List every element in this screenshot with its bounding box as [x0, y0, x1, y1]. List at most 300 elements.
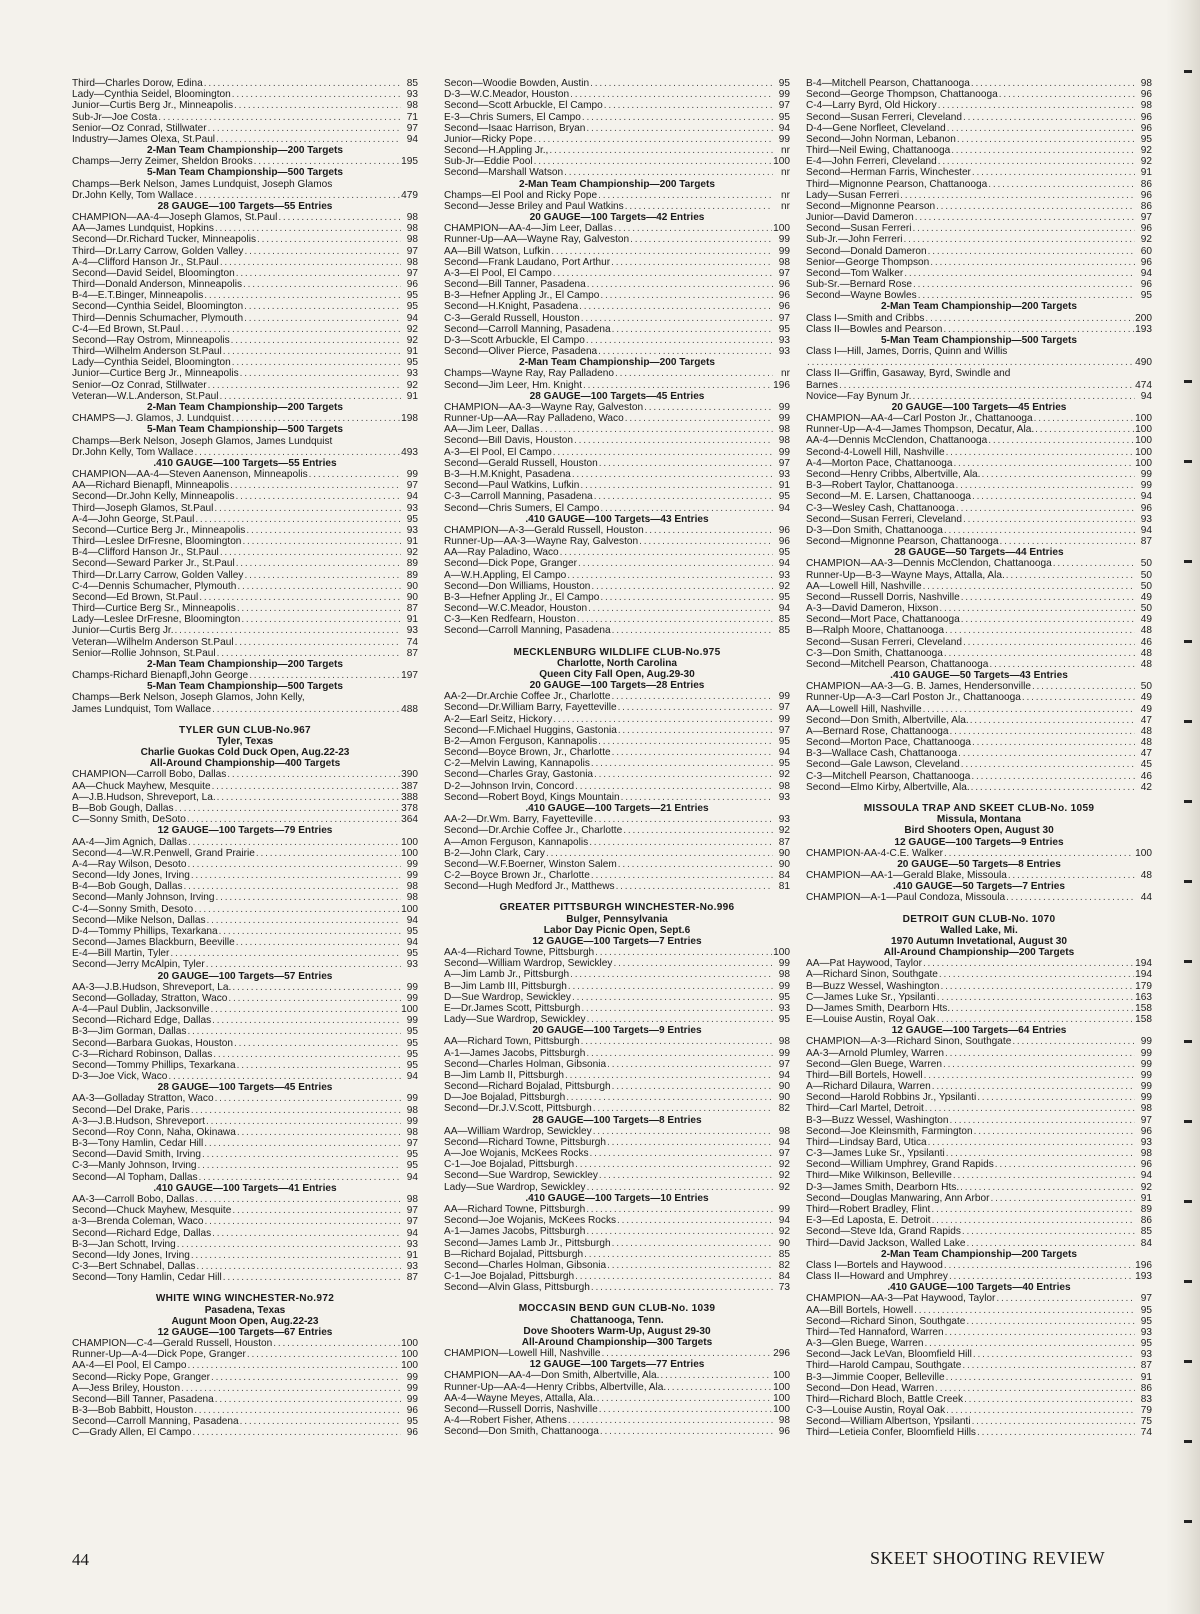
result-row — [72, 1394, 418, 1405]
shooter-entry: B-3—Buzz Wessel, Washington — [806, 1114, 949, 1126]
shooter-entry: Second—Scott Arbuckle, El Campo — [444, 100, 603, 112]
dot-leader — [590, 1148, 773, 1159]
shooter-entry: AA—Bill Watson, Lufkin — [444, 245, 551, 257]
dot-leader — [220, 547, 401, 558]
dot-leader — [591, 1282, 773, 1293]
shooter-entry: Third—Letieia Confer, Bloomfield Hills — [806, 1427, 976, 1439]
shooter-entry: CHAMPION—C-4—Gerald Russell, Houston — [72, 1338, 273, 1350]
score: 98 — [1140, 100, 1152, 112]
result-row — [72, 1250, 418, 1261]
result-row — [72, 570, 418, 581]
score: 387 — [401, 780, 418, 792]
result-row — [72, 792, 418, 803]
dot-leader — [583, 380, 772, 391]
dot-leader — [228, 993, 401, 1004]
dot-leader — [943, 1059, 1135, 1070]
dot-leader — [534, 134, 773, 145]
dot-leader — [273, 1338, 400, 1349]
shooter-entry: Second—Susan Ferreri, Cleveland — [806, 636, 962, 648]
result-row — [444, 570, 790, 581]
shooter-entry: Runner-Up—B-3—Wayne Mays, Attalla, Ala. — [806, 569, 1005, 581]
shooter-entry: Runner-Up—A-3—Carl Poston Jr., Chattanooga — [806, 692, 1021, 704]
dot-leader — [278, 212, 401, 223]
shooter-entry: Third—Charles Dorow, Edina — [72, 78, 203, 89]
shooter-entry: A-3—J.B.Hudson, Shreveport — [72, 1115, 205, 1127]
result-row — [72, 1071, 418, 1082]
result-row — [806, 100, 1152, 111]
dot-leader — [961, 592, 1135, 603]
score: 94 — [1140, 491, 1152, 503]
dot-leader — [553, 714, 773, 725]
result-row — [806, 614, 1152, 625]
score: 94 — [406, 491, 418, 503]
shooter-entry: Second—Dr.Archie Coffee Jr., Charlotte — [444, 825, 623, 837]
shooter-entry: Second—Mort Pace, Chattanooga — [806, 614, 960, 626]
dot-leader — [206, 959, 401, 970]
result-row — [444, 1182, 790, 1193]
result-row — [72, 78, 418, 89]
score: 93 — [406, 368, 418, 380]
dot-leader — [204, 290, 401, 301]
result-row — [444, 1103, 790, 1114]
shooter-entry: B-3—Bob Babbitt, Houston — [72, 1405, 194, 1417]
dot-leader — [210, 1004, 400, 1015]
shooter-entry: Second—Tony Hamlin, Cedar Hill — [72, 1272, 222, 1284]
score: 158 — [1135, 1014, 1152, 1026]
shooter-entry: A-3—Glen Buege, Warren — [806, 1338, 924, 1350]
score: 95 — [406, 1149, 418, 1161]
score: 92 — [778, 769, 790, 781]
result-row — [806, 1260, 1152, 1271]
shooter-entry: A—Richard Sinon, Southgate — [806, 969, 938, 981]
score: 95 — [778, 547, 790, 559]
dot-leader — [903, 234, 1135, 245]
score: 93 — [406, 89, 418, 101]
result-row — [72, 881, 418, 892]
score: 98 — [1140, 1103, 1152, 1115]
dot-leader — [223, 1272, 401, 1283]
event-heading: Dove Shooters Warm-Up, August 29-30 — [523, 1325, 711, 1337]
shooter-entry: AA-2—Dr.Wm. Barry, Fayetteville — [444, 814, 594, 826]
dot-leader — [972, 491, 1135, 502]
event-heading: .410 GAUGE—50 Targets—7 Entries — [892, 881, 1066, 893]
result-row — [444, 1171, 790, 1182]
score: 94 — [778, 1136, 790, 1148]
shooter-entry: B-2—John Clark, Cary — [444, 847, 545, 859]
binding-mark — [1184, 880, 1192, 883]
event-heading: Queen City Fall Open, Aug.29-30 — [539, 668, 695, 680]
result-row — [806, 1159, 1152, 1170]
shooter-entry: Second—Frank Laudano, Port Arthur — [444, 256, 611, 268]
dot-leader — [236, 491, 401, 502]
shooter-entry: B-4—Bob Gough, Dallas — [72, 881, 183, 893]
dot-leader — [611, 691, 773, 702]
event-heading: 12 GAUGE—100 Targets—7 Entries — [532, 935, 702, 947]
shooter-entry: Second-4-Lowell Hill, Nashville — [806, 446, 945, 458]
shooter-entry: Second—Ed Brown, St.Paul — [72, 591, 199, 603]
result-row — [72, 246, 418, 257]
score: 95 — [778, 1014, 790, 1026]
dot-leader — [591, 758, 773, 769]
score: 95 — [778, 111, 790, 123]
score: 75 — [1140, 1416, 1152, 1428]
dot-leader — [244, 570, 401, 581]
dot-leader — [187, 1026, 401, 1037]
page-number: 44 — [72, 1550, 89, 1569]
result-row — [72, 134, 418, 145]
shooter-entry: Dr.John Kelly, Tom Wallace — [72, 446, 194, 458]
shooter-entry: Second—Douglas Manwaring, Ann Arbor — [806, 1192, 990, 1204]
dot-leader — [618, 702, 773, 713]
dot-leader — [219, 391, 401, 402]
shooter-entry: Second—Bill Tanner, Pasadena — [444, 279, 586, 291]
dot-leader — [639, 536, 773, 547]
shooter-entry: B-3—Jimmie Cooper, Belleville — [806, 1371, 945, 1383]
result-row — [444, 1404, 790, 1415]
shooter-entry: Second—Joe Wojanis, McKees Rocks — [444, 1215, 617, 1227]
result-row — [806, 1182, 1152, 1193]
shooter-entry: C-3—Louise Austin, Royal Oak — [806, 1405, 946, 1417]
score: 91 — [406, 536, 418, 548]
dot-leader — [900, 190, 1135, 201]
score: 99 — [778, 245, 790, 257]
dot-leader — [977, 1427, 1135, 1438]
result-row — [72, 993, 418, 1004]
event-heading: 2-Man Team Championship—200 Targets — [881, 1248, 1077, 1260]
score: 95 — [406, 290, 418, 302]
shooter-entry: Second—Charles Holman, Gibsonia — [444, 1259, 607, 1271]
score: 89 — [1140, 1204, 1152, 1215]
score: 45 — [1140, 759, 1152, 771]
shooter-entry: Third—Richard Bloch, Battle Creek — [806, 1393, 964, 1405]
result-row — [806, 246, 1152, 257]
result-row — [444, 290, 790, 301]
shooter-entry: Class II—Bowles and Pearson — [806, 323, 943, 335]
result-row — [444, 201, 790, 212]
score: 100 — [1135, 424, 1152, 436]
shooter-entry: CHAMPION—AA-3—Wayne Ray, Galveston — [444, 401, 644, 413]
result-row — [444, 335, 790, 346]
result-row — [444, 758, 790, 769]
result-row — [806, 958, 1152, 969]
dot-leader — [572, 992, 773, 1003]
shooter-entry: Second—Carroll Manning, Pasadena — [72, 1416, 239, 1428]
binding-mark — [1184, 560, 1192, 563]
score: 93 — [778, 791, 790, 803]
score: 90 — [778, 858, 790, 870]
dot-leader — [928, 246, 1135, 257]
shooter-entry: Second—Mignonne Pearson — [806, 200, 936, 212]
score: 100 — [1135, 847, 1152, 859]
score: 98 — [778, 1036, 790, 1048]
dot-leader — [1022, 692, 1135, 703]
shooter-entry: Second—Tom Walker — [806, 267, 904, 279]
score: 48 — [1140, 647, 1152, 659]
result-row — [444, 1092, 790, 1103]
shooter-entry: AA—Bill Bortels, Howell — [806, 1304, 914, 1316]
event-heading: 5-Man Team Championship—500 Targets — [881, 334, 1077, 346]
shooter-entry: B—Jim Lamb II, Pittsburgh — [444, 1069, 565, 1081]
dot-leader — [593, 1126, 773, 1137]
score: 92 — [778, 1226, 790, 1238]
result-row — [72, 1261, 418, 1272]
score: 81 — [778, 881, 790, 893]
score: 96 — [1140, 502, 1152, 514]
result-row — [444, 592, 790, 603]
score: 99 — [1140, 1047, 1152, 1059]
result-row — [72, 1127, 418, 1138]
score: 60 — [1140, 245, 1152, 257]
dot-leader — [615, 368, 773, 379]
shooter-entry: Second—Susan Ferreri, Cleveland — [806, 111, 962, 123]
dot-leader — [191, 1105, 401, 1116]
result-row — [806, 145, 1152, 156]
shooter-entry: Veteran—Wilhelm Anderson St.Paul — [72, 636, 234, 648]
score: 50 — [1140, 558, 1152, 570]
dot-leader — [232, 982, 401, 993]
score: 96 — [778, 536, 790, 548]
dot-leader — [553, 447, 773, 458]
result-row — [72, 859, 418, 870]
dot-leader — [237, 1060, 401, 1071]
shooter-entry: C-4—Sonny Smith, Desoto — [72, 903, 194, 915]
dot-leader — [599, 458, 773, 469]
score: 42 — [1140, 781, 1152, 793]
result-row — [72, 848, 418, 859]
result-row — [72, 603, 418, 614]
shooter-entry: Second—Elmo Kirby, Albertville, Ala. — [806, 781, 970, 793]
score: 197 — [401, 670, 418, 682]
score: 98 — [778, 1125, 790, 1137]
event-heading: Labor Day Picnic Open, Sept.6 — [543, 924, 691, 936]
score: 194 — [1135, 958, 1152, 970]
dot-leader — [621, 792, 773, 803]
score: 100 — [773, 223, 790, 235]
shooter-entry: D—James Smith, Dearborn Hts. — [806, 1002, 951, 1014]
shooter-entry: C-4—Larry Byrd, Old Hickory — [806, 100, 937, 112]
dot-leader — [973, 1349, 1135, 1360]
score: 99 — [406, 870, 418, 882]
shooter-entry: Second—Seward Parker Jr., St.Paul — [72, 558, 235, 570]
result-row — [806, 268, 1152, 279]
score: 488 — [401, 703, 418, 715]
shooter-entry: Second—H.Knight, Pasadena — [444, 301, 579, 313]
shooter-entry: A—Jim Lamb Jr., Pittsburgh — [444, 969, 570, 981]
dot-leader — [604, 100, 773, 111]
score: 98 — [778, 256, 790, 268]
result-row — [444, 234, 790, 245]
shooter-entry: Second—Jesse Briley and Paul Watkins — [444, 200, 624, 212]
result-row — [72, 100, 418, 111]
result-row — [72, 592, 418, 603]
score: 99 — [406, 1393, 418, 1405]
dot-leader — [625, 201, 773, 212]
binding-mark — [1184, 800, 1192, 803]
score: 99 — [406, 992, 418, 1004]
shooter-entry: Second—Dr.J.V.Scott, Pittsburgh — [444, 1103, 592, 1115]
score: 90 — [778, 1237, 790, 1249]
team-members-line: Champs—Berk Nelson, James Lundquist, Joseph Glamos — [72, 178, 333, 190]
score: 84 — [778, 1271, 790, 1283]
shooter-entry: Second—James Blackburn, Beeville — [72, 937, 235, 949]
result-row — [444, 558, 790, 569]
score: 158 — [1135, 1002, 1152, 1014]
score: 378 — [401, 803, 418, 814]
dot-leader — [207, 915, 401, 926]
event-heading: Chattanooga, Tenn. — [570, 1314, 664, 1326]
dot-leader — [937, 992, 1134, 1003]
result-row — [444, 881, 790, 892]
dot-leader — [220, 257, 401, 268]
event-heading: 28 GAUGE—100 Targets—45 Entries — [529, 390, 705, 402]
score: 91 — [406, 346, 418, 358]
result-row — [72, 1372, 418, 1383]
dot-leader — [208, 380, 401, 391]
shooter-entry: Lady—Sue Wardrop, Sewickley — [444, 1014, 586, 1026]
dot-leader — [232, 1205, 401, 1216]
shooter-entry: D-3—Scott Arbuckle, El Campo — [444, 334, 585, 346]
dot-leader — [168, 1071, 401, 1082]
dot-leader — [930, 257, 1135, 268]
shooter-entry: Third—Wilhelm Anderson St.Paul — [72, 346, 222, 358]
dot-leader — [946, 1148, 1135, 1159]
shooter-entry: Senior—Oz Conrad, Stillwater — [72, 122, 207, 134]
dot-leader — [574, 436, 773, 447]
shooter-entry: Third—David Jackson, Walled Lake — [806, 1237, 966, 1249]
shooter-entry: Second—Isaac Harrison, Bryan — [444, 122, 586, 134]
result-row — [806, 313, 1152, 324]
score: 100 — [773, 1381, 790, 1393]
shooter-entry: Third—Donald Anderson, Minneapolis — [72, 279, 243, 291]
shooter-entry: Second—Al Topham, Dallas — [72, 1171, 198, 1183]
dot-leader — [199, 592, 401, 603]
shooter-entry: D-3—Joe Vick, Waco — [72, 1071, 168, 1083]
dot-leader — [206, 1116, 401, 1127]
dot-leader — [1032, 681, 1135, 692]
dot-leader — [939, 969, 1134, 980]
dot-leader — [612, 625, 773, 636]
result-row — [806, 969, 1152, 980]
score: 89 — [406, 558, 418, 570]
score: 94 — [406, 937, 418, 949]
result-row — [806, 190, 1152, 201]
score: 96 — [406, 1427, 418, 1439]
score: 92 — [778, 1181, 790, 1193]
dot-leader — [187, 814, 400, 825]
result-row — [72, 469, 418, 480]
dot-leader — [215, 223, 401, 234]
shooter-entry: B-3—Robert Taylor, Chattanooga — [806, 480, 955, 492]
shooter-entry: Second—Joe Kleinsmith, Farmington — [806, 1125, 973, 1137]
dot-leader — [240, 1416, 401, 1427]
result-row — [444, 223, 790, 234]
result-row — [72, 803, 418, 814]
score: 97 — [1140, 212, 1152, 224]
shooter-entry: A—Bernard Rose, Chattanooga — [806, 725, 949, 737]
result-row — [444, 301, 790, 312]
result-row — [444, 89, 790, 100]
dot-leader — [602, 1348, 773, 1359]
event-heading: 12 GAUGE—100 Targets—9 Entries — [894, 836, 1064, 848]
shooter-entry: AA—Richard Town, Pittsburgh — [444, 1036, 580, 1048]
score: 92 — [1140, 1181, 1152, 1193]
result-row — [806, 1427, 1152, 1438]
binding-mark — [1184, 1040, 1192, 1043]
result-row — [444, 1215, 790, 1226]
event-heading: .410 GAUGE—100 Targets—21 Entries — [525, 803, 709, 814]
score: 96 — [1140, 189, 1152, 201]
score: 98 — [406, 881, 418, 893]
score: 97 — [406, 1138, 418, 1150]
dot-leader — [594, 814, 773, 825]
dot-leader — [925, 313, 1134, 324]
shooter-entry: D-4—Gene Norfleet, Cleveland — [806, 122, 946, 134]
result-row — [72, 1149, 418, 1160]
score: 100 — [1135, 413, 1152, 425]
shooter-entry: Second—Gale Lawson, Cleveland — [806, 759, 960, 771]
result-row — [806, 491, 1152, 502]
score: 95 — [406, 357, 418, 369]
score: 95 — [406, 301, 418, 313]
result-row — [72, 581, 418, 592]
result-row — [444, 469, 790, 480]
dot-leader — [244, 313, 401, 324]
score: 98 — [406, 212, 418, 224]
result-row — [444, 1348, 790, 1359]
result-row — [806, 357, 1152, 368]
shooter-entry: B-3—Tony Hamlin, Cedar Hill — [72, 1138, 204, 1150]
shooter-entry: Junior—David Dameron — [806, 212, 914, 224]
score: 93 — [778, 814, 790, 826]
dot-leader — [575, 1159, 773, 1170]
score: 50 — [1140, 569, 1152, 581]
binding-mark — [1184, 960, 1192, 963]
result-row — [444, 1415, 790, 1426]
score: 49 — [1140, 591, 1152, 603]
shooter-entry: C-3—Bert Schnabel, Dallas — [72, 1261, 196, 1273]
shooter-entry: D-4—Tommy Phillips, Texarkana — [72, 925, 218, 937]
result-row — [72, 1427, 418, 1438]
dot-leader — [534, 156, 773, 167]
dot-leader — [970, 715, 1135, 726]
score: 91 — [406, 614, 418, 626]
result-row — [444, 402, 790, 413]
result-row — [806, 1238, 1152, 1249]
shooter-entry: AA—Pat Haywood, Taylor — [806, 958, 922, 970]
score: 100 — [1135, 435, 1152, 447]
score: 99 — [406, 1371, 418, 1383]
dot-leader — [962, 1226, 1135, 1237]
event-heading: 12 GAUGE—100 Targets—67 Entries — [157, 1326, 333, 1338]
shooter-entry: Third—Curtice Berg Sr., Minneapolis — [72, 603, 236, 615]
shooter-entry: Runner-Up—AA—Ray Palladeno, Waco — [444, 413, 624, 425]
result-row — [444, 112, 790, 123]
shooter-entry: C-3—James Luke Sr., Ypsilanti — [806, 1148, 945, 1160]
score: 100 — [401, 1004, 418, 1016]
result-row — [444, 458, 790, 469]
result-row — [72, 1138, 418, 1149]
score: 49 — [1140, 614, 1152, 626]
result-row — [806, 156, 1152, 167]
binding-mark — [1184, 1280, 1192, 1283]
score: 94 — [778, 122, 790, 134]
event-heading: 12 GAUGE—100 Targets—79 Entries — [157, 825, 333, 837]
result-row — [806, 179, 1152, 190]
club-heading: WHITE WING WINCHESTER-No.972 — [155, 1293, 335, 1305]
result-row — [72, 346, 418, 357]
dot-leader — [247, 1349, 400, 1360]
result-row — [806, 1148, 1152, 1159]
